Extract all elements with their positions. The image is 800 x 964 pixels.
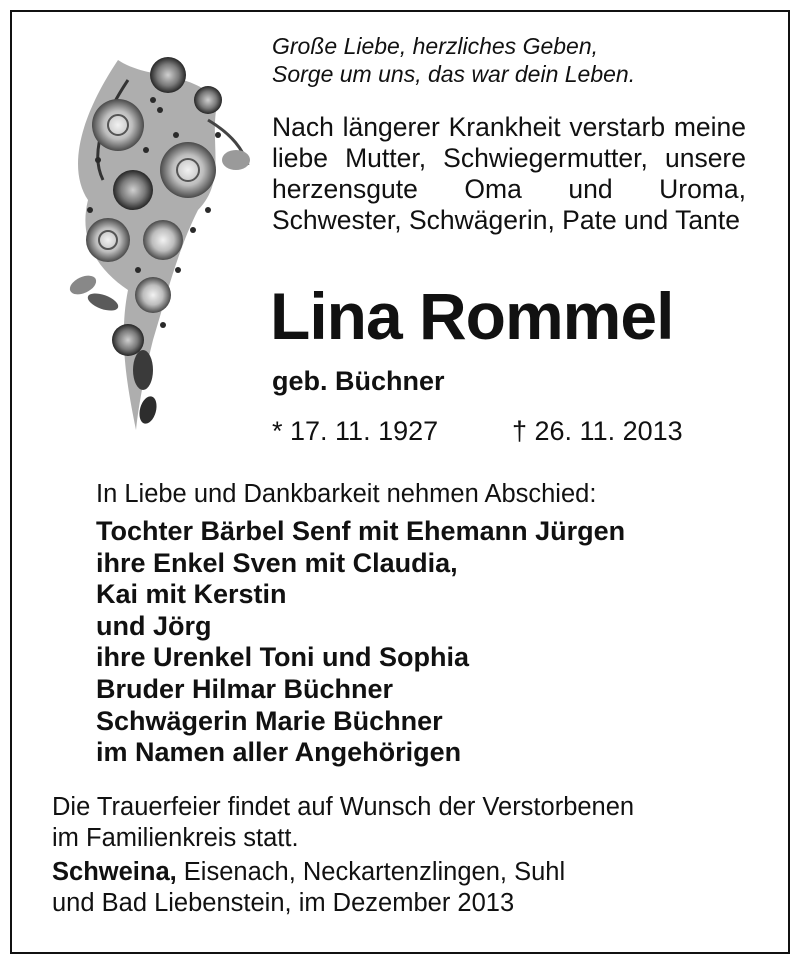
mourner-line: Tochter Bärbel Senf mit Ehemann Jürgen <box>96 516 626 546</box>
verse-line-2: Sorge um uns, das war dein Leben. <box>272 61 636 87</box>
mourners-list <box>96 516 625 769</box>
places-line-2: und Bad Liebenstein, im Dezember 2013 <box>52 889 515 917</box>
home-town: Schweina, <box>52 858 177 886</box>
verse-line-1: Große Liebe, herzliches Geben, <box>272 33 599 59</box>
funeral-notice <box>52 792 746 854</box>
places-line-1 <box>52 857 746 888</box>
farewell-heading: In Liebe und Dankbarkeit nehmen Abschied: <box>96 480 597 508</box>
mourner-line: Bruder Hilmar Büchner <box>96 673 394 704</box>
mourner-line: im Namen aller Angehörigen <box>96 737 462 768</box>
mourner-line: und Jörg <box>96 610 212 641</box>
mourner-line: ihre Enkel Sven mit Claudia, <box>96 547 458 578</box>
mourner-line: Kai mit Kerstin <box>96 579 287 610</box>
places-and-date <box>52 857 746 919</box>
announcement-text: Nach längerer Krankheit verstarb meine liebe Mutter, Schwiegermutter, unsere herzensgute Oma und Uroma, Schwester, Schwägerin, Pate und Tante <box>272 112 746 235</box>
maiden-name: geb. Büchner <box>272 366 445 396</box>
death-date: † 26. 11. 2013 <box>512 416 683 446</box>
flower-bouquet-image <box>58 40 258 440</box>
funeral-line-1: Die Trauerfeier findet auf Wunsch der Verstorbenen <box>52 793 635 821</box>
other-places: Eisenach, Neckartenzlingen, Suhl <box>176 858 566 886</box>
deceased-name: Lina Rommel <box>270 279 674 353</box>
mourner-line: Schwägerin Marie Büchner <box>96 705 443 736</box>
mourner-line: ihre Urenkel Toni und Sophia <box>96 642 470 673</box>
memorial-verse <box>272 32 752 88</box>
funeral-line-2: im Familienkreis statt. <box>52 824 299 852</box>
birth-date: * 17. 11. 1927 <box>272 416 439 446</box>
